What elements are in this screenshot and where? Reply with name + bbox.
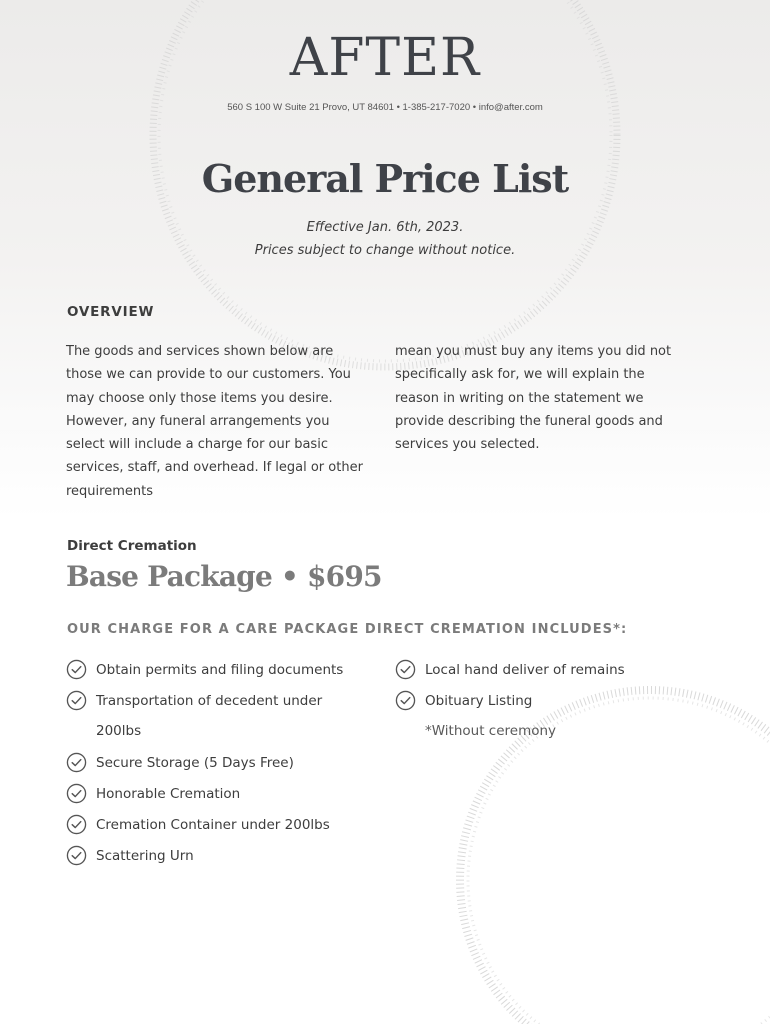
overview-line: mean you must buy any items you did not bbox=[395, 344, 672, 359]
included-item bbox=[66, 659, 343, 680]
overview-line: those we can provide to our customers. You bbox=[66, 367, 351, 383]
contact-address: 560 S 100 W Suite 21 Provo, UT 84601 • 1-385-217-7020 • info@after.com bbox=[227, 102, 543, 113]
included-item-label: Scattering Urn bbox=[96, 847, 194, 864]
overview-left-column bbox=[66, 340, 363, 503]
overview-line: services you selected. bbox=[395, 437, 540, 453]
included-item bbox=[66, 752, 294, 773]
overview-line: requirements bbox=[66, 483, 153, 499]
included-item bbox=[66, 814, 330, 835]
includes-heading: OUR CHARGE FOR A CARE PACKAGE DIRECT CREMATION INCLUDES*: bbox=[67, 622, 628, 637]
overview-right-column bbox=[395, 340, 671, 456]
overview-line: specifically ask for, we will explain the bbox=[395, 367, 645, 383]
overview-line: select will include a charge for our basic bbox=[66, 437, 328, 453]
overview-heading: OVERVIEW bbox=[67, 304, 155, 320]
package-name-price: Base Package • $695 bbox=[66, 560, 382, 593]
check-circle-icon bbox=[66, 752, 87, 773]
included-item-label: Transportation of decedent under bbox=[96, 692, 323, 709]
company-logo: AFTER bbox=[289, 28, 481, 88]
included-item bbox=[395, 690, 532, 711]
included-item bbox=[395, 659, 625, 680]
check-circle-icon bbox=[66, 814, 87, 835]
included-item-label: Obtain permits and filing documents bbox=[96, 661, 344, 678]
included-item-label: Secure Storage (5 Days Free) bbox=[96, 754, 294, 771]
effective-date: Effective Jan. 6th, 2023. bbox=[306, 220, 464, 235]
check-circle-icon bbox=[66, 659, 87, 680]
check-circle-icon bbox=[66, 690, 87, 711]
included-item-label: Honorable Cremation bbox=[96, 785, 241, 802]
included-item-continuation: 200lbs bbox=[96, 723, 142, 739]
overview-line: may choose only those items you desire. bbox=[66, 390, 333, 406]
service-type-label: Direct Cremation bbox=[67, 538, 197, 554]
included-item bbox=[66, 783, 240, 804]
price-change-notice: Prices subject to change without notice. bbox=[254, 243, 516, 258]
included-item-label: Cremation Container under 200lbs bbox=[96, 816, 330, 833]
page-title: General Price List bbox=[201, 156, 569, 201]
check-circle-icon bbox=[66, 845, 87, 866]
included-item-label: Local hand deliver of remains bbox=[425, 661, 625, 678]
overview-line: reason in writing on the statement we bbox=[395, 390, 644, 406]
footnote: *Without ceremony bbox=[425, 723, 557, 739]
included-item bbox=[66, 690, 322, 711]
included-item-label: Obituary Listing bbox=[425, 692, 533, 709]
check-circle-icon bbox=[395, 690, 416, 711]
included-item bbox=[66, 845, 194, 866]
overview-line: However, any funeral arrangements you bbox=[66, 413, 330, 429]
check-circle-icon bbox=[395, 659, 416, 680]
overview-line: provide describing the funeral goods and bbox=[395, 413, 663, 429]
overview-line: The goods and services shown below are bbox=[66, 344, 334, 359]
check-circle-icon bbox=[66, 783, 87, 804]
overview-line: services, staff, and overhead. If legal or other bbox=[66, 460, 363, 476]
